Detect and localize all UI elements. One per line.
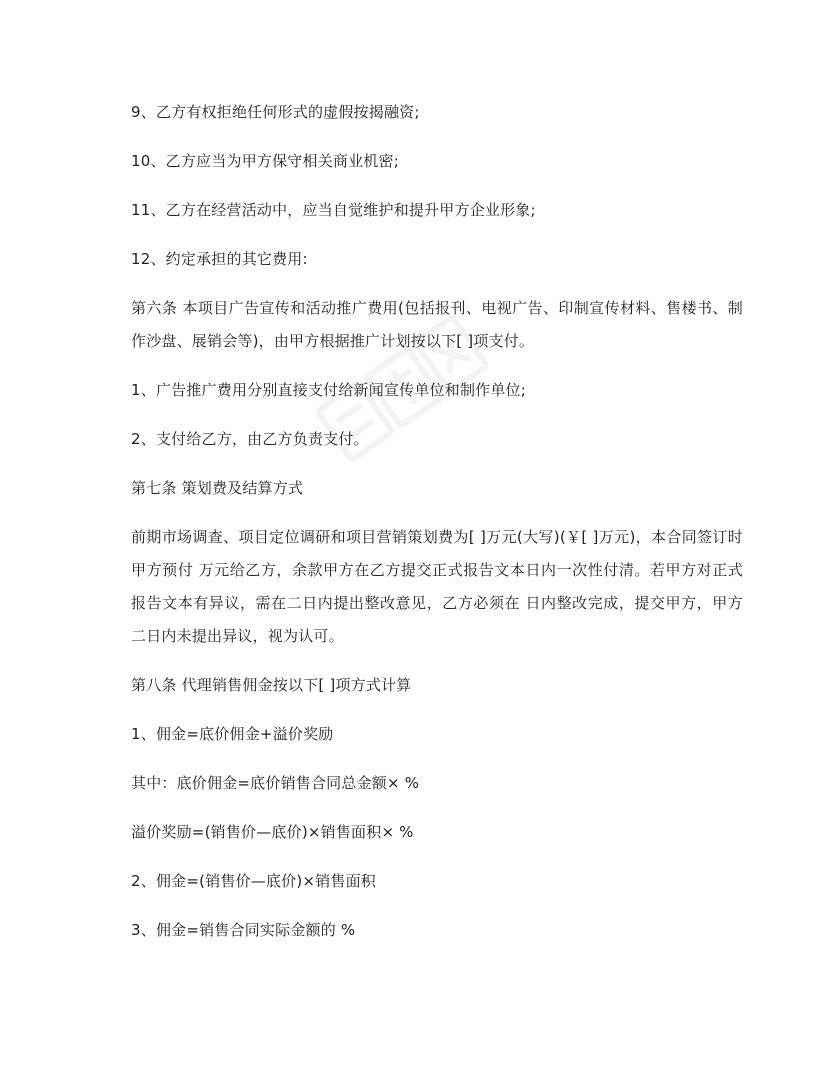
paragraph-article-6-item-1: 1、广告推广费用分别直接支付给新闻宣传单位和制作单位; — [131, 381, 526, 399]
paragraph-article-8-item-3: 3、佣金=销售合同实际金额的 % — [131, 921, 356, 939]
paragraph-article-8-base-commission: 其中：底价佣金=底价销售合同总金额× % — [131, 774, 420, 792]
paragraph-article-6-item-2: 2、支付给乙方，由乙方负责支付。 — [131, 430, 369, 448]
paragraph-clause-10: 10、乙方应当为甲方保守相关商业机密; — [131, 152, 399, 170]
paragraph-article-8-heading: 第八条 代理销售佣金按以下[ ]项方式计算 — [131, 676, 412, 694]
paragraph-article-8-item-1: 1、佣金=底价佣金+溢价奖励 — [131, 725, 334, 743]
paragraph-article-8-item-2: 2、佣金=(销售价—底价)×销售面积 — [131, 872, 376, 890]
paragraph-article-7-heading: 第七条 策划费及结算方式 — [131, 479, 304, 497]
paragraph-clause-11: 11、乙方在经营活动中，应当自觉维护和提升甲方企业形象; — [131, 201, 536, 219]
paragraph-clause-9: 9、乙方有权拒绝任何形式的虚假按揭融资; — [131, 103, 420, 121]
paragraph-article-6: 第六条 本项目广告宣传和活动推广费用(包括报刊、电视广告、印制宣传材料、售楼书、制作沙盘、展销会等)，由甲方根据推广计划按以下[ ]项支付。 — [131, 299, 743, 350]
paragraph-article-8-premium-bonus: 溢价奖励=(销售价—底价)×销售面积× % — [131, 823, 414, 841]
paragraph-clause-12: 12、约定承担的其它费用: — [131, 250, 308, 268]
document-body — [131, 96, 743, 963]
paragraph-article-7-body: 前期市场调查、项目定位调研和项目营销策划费为[ ]万元(大写)(￥[ ]万元)，本合同签订时甲方预付 万元给乙方，余款甲方在乙方提交正式报告文本日内一次性付清。若甲方对正式报告文本有异议，需在二日内提出整改意见，乙方必须在 日内整改完成，提交甲方，甲方二日内未提出异议，视为认可。 — [131, 528, 743, 645]
